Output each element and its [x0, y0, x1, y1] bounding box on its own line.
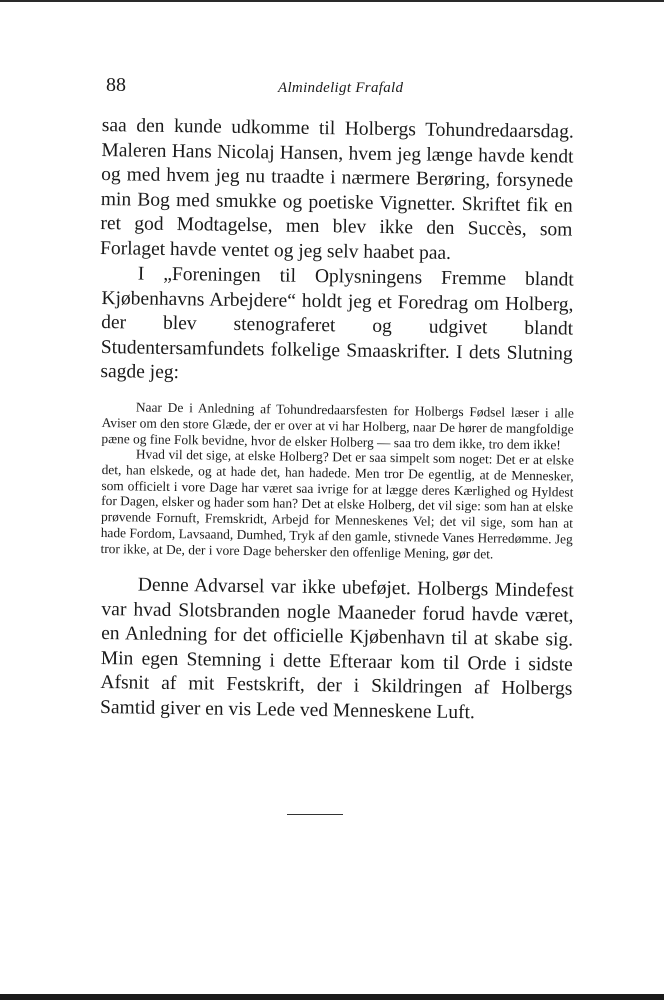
closing-paragraph: Denne Advarsel var ikke ubeføjet. Holbergs Mindefest var hvad Slotsbranden nogle Maaneder forud havde været, en Anledning for det officielle Kjøbenhavn til at skabe sig. Min egen Stemning i dette Efteraar kom til Orde i sidste Afsnit af mit Festskrift, der i Skildringen af Holbergs Samtid giver en vis Lede ved Menneskene Luft. — [99, 574, 574, 723]
top-edge-rule — [0, 0, 664, 2]
quote-paragraph: Naar De i Anledning af Tohundredaarsfesten for Holbergs Fødsel læser i alle Aviser om den store Glæde, der er over at vi har Holberg, naar De hører de mangfoldige pæne og fine Folk bevidne, hvor de elsker Holberg — saa tro dem ikke, tro dem ikke! — [101, 399, 574, 452]
block-quote — [100, 399, 574, 562]
page-number: 88 — [106, 74, 126, 96]
quote-paragraph: Hvad vil det sige, at elske Holberg? Det er saa simpelt som noget: Det er at elske det, han elskede, og at hade det, han hadede. Men tror De egentlig, at de Mennesker, som officielt i vore Dage har været saa ivrige for at lægge deres Kærlighed og Hyldest for Dagen, elsker og hader som han? Det at elske Holberg, det vil sige: som han at elske prøvende Fornuft, Fremskridt, Arbejd for Menneskenes Vel; det vil sige, som han at hade Fordom, Lavsaand, Dumhed, Tryk af den gamle, stivnede Vanes Herredømme. Jeg tror ikke, at De, der i vore Dage behersker den offenlige Mening, gør det. — [100, 446, 574, 562]
running-title: Almindeligt Frafald — [278, 80, 404, 96]
body-paragraph: I „Foreningen til Oplysningens Fremme blandt Kjøbenhavns Arbejdere“ holdt jeg et Foredrag om Holberg, der blev stenograferet og udgivet blandt Studentersamfundets folkelige Smaaskrifter. I dets Slutning sagde jeg: — [100, 263, 574, 384]
page-body — [99, 114, 574, 723]
bottom-edge-rule — [0, 994, 664, 1000]
body-paragraph: saa den kunde udkomme til Holbergs Tohundredaarsdag. Maleren Hans Nicolaj Hansen, hvem jeg længe havde kendt og med hvem jeg nu traadte i nærmere Berøring, forsynede min Bog med smukke og poetiske Vignetter. Skriftet fik en ret god Modtagelse, men blev ikke den Succès, som Forlaget havde ventet og jeg selv haabet paa. — [99, 114, 574, 264]
section-divider — [287, 814, 343, 815]
